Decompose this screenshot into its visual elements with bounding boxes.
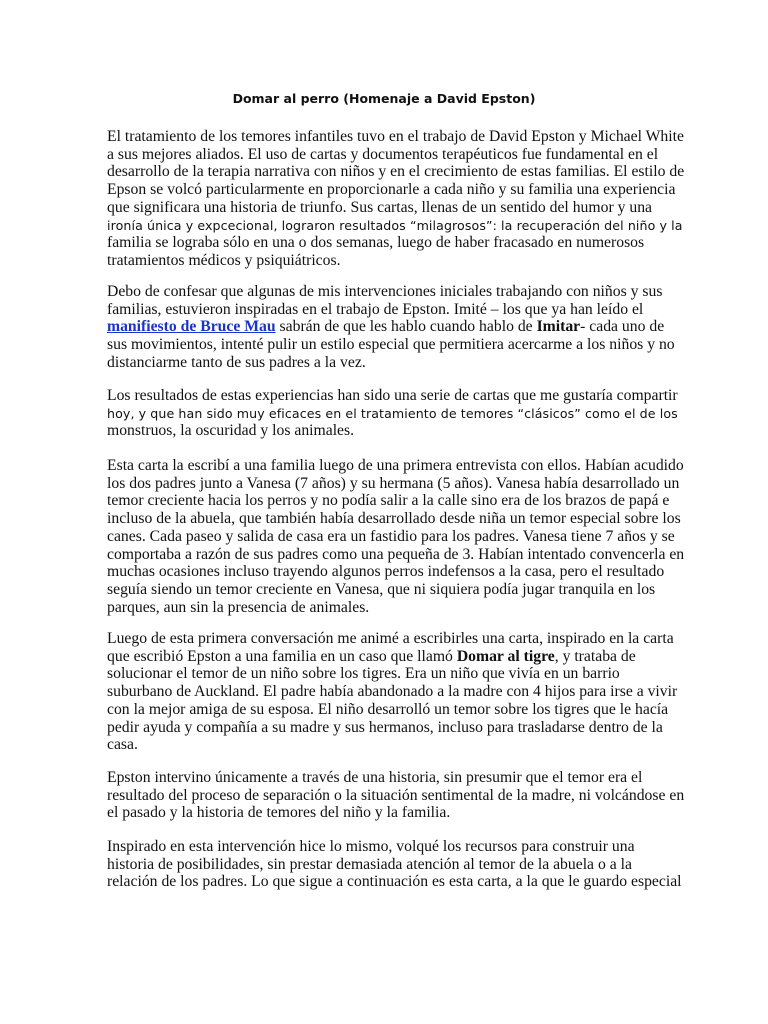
text-span: sabrán de que les hablo cuando hablo de [275, 318, 537, 336]
text-line: familia se lograba sólo en una o dos semanas, luego de haber fracasado en numerosos [107, 234, 645, 252]
text-line: Epson se volcó particularmente en proporcionarle a cada niño y su familia una experiencia [107, 181, 676, 199]
paragraph-4 [107, 457, 685, 616]
text-line: familias, estuvieron inspiradas en el trabajo de Epston. Imité – los que ya han leído el [107, 300, 644, 318]
text-line: solucionar el temor de un niño sobre los tigres. Era un niño que vivía en un barrio [107, 665, 620, 683]
paragraph-2 [107, 283, 677, 372]
text-line: a sus mejores aliados. El uso de cartas y documentos terapéuticos fue fundamental en el [107, 145, 659, 163]
text-line: Los resultados de estas experiencias han sido una serie de cartas que me gustaría compartir [107, 387, 678, 404]
text-line: canes. Cada paseo y salida de casa era un fastidio para los padres. Vanesa tiene 7 años y se [107, 527, 675, 545]
text-line: pedir ayuda y compañía a su madre y sus hermanos, incluso para trasladarse dentro de la [107, 718, 663, 736]
text-line: comportaba a razón de sus padres como una pequeña de 3. Habían intentado convencerla en [107, 545, 685, 563]
bruce-mau-manifesto-link[interactable]: manifiesto de Bruce Mau [107, 318, 276, 336]
text-line: incluso de la abuela, que también había desarrollado desde niña un temor especial sobre los [107, 510, 681, 528]
text-line [107, 648, 677, 666]
text-line: los dos padres junto a Vanesa (7 años) y su hermana (5 años). Vanesa había desarrollado un [107, 474, 680, 492]
text-line: muchas ocasiones incluso trayendo algunos perros indefensos a la casa, pero el resultado [107, 563, 665, 581]
text-span: - cada uno de [580, 318, 665, 336]
text-line: El tratamiento de los temores infantiles tuvo en el trabajo de David Epston y Michael White [107, 128, 684, 145]
text-line: el pasado y la historia de temores del niño y la familia. [107, 804, 451, 822]
paragraph-6 [107, 769, 685, 822]
text-line: resultado del proceso de separación o la situación sentimental de la madre, ni volcándose en [107, 786, 685, 804]
paragraph-7 [107, 838, 682, 891]
text-line: tratamientos médicos y psiquiátricos. [107, 251, 341, 269]
text-span: que escribió Epston a una familia en un caso que llamó [107, 647, 457, 665]
text-line: suburbano de Auckland. El padre había abandonado a la madre con 4 hijos para irse a vivir [107, 683, 678, 701]
text-line: parques, aun sin la presencia de animales. [107, 598, 370, 616]
text-line: temor creciente hacia los perros y no podía salir a la calle sino era de los brazos de papá e [107, 492, 670, 510]
text-line: ironía única y expcecional, lograron resultados “milagrosos”: la recuperación del niño y la [107, 217, 683, 233]
document-title: Domar al perro (Homenaje a David Epston) [232, 91, 536, 106]
text-line: Esta carta la escribí a una familia luego de una primera entrevista con ellos. Habían acudido [107, 457, 684, 474]
paragraph-3 [107, 387, 677, 440]
text-line: monstruos, la oscuridad y los animales. [107, 422, 355, 440]
paragraph-5 [107, 630, 677, 754]
text-line: sus movimientos, intenté pulir un estilo especial que permitiera acercarme a los niños y no [107, 336, 675, 354]
text-line: que significara una historia de triunfo. Sus cartas, llenas de un sentido del humor y una [107, 198, 653, 216]
text-span: , y trataba de [554, 647, 636, 665]
text-line: desarrollo de la terapia narrativa con niños y en el crecimiento de estas familias. El estilo de [107, 163, 685, 181]
text-line: seguía siendo un temor creciente en Vanesa, que ni siquiera podía jugar tranquila en los [107, 580, 656, 598]
bold-text: Imitar [536, 318, 581, 336]
text-line: Epston intervino únicamente a través de una historia, sin presumir que el temor era el [107, 769, 643, 786]
text-line: Debo de confesar que algunas de mis intervenciones iniciales trabajando con niños y sus [107, 283, 663, 300]
bold-text: Domar al tigre [456, 647, 555, 665]
text-line: con la mejor amiga de su esposa. El niño desarrolló un temor sobre los tigres que le hacía [107, 700, 669, 718]
text-line: Luego de esta primera conversación me animé a escribirles una carta, inspirado en la carta [107, 630, 674, 647]
text-line [107, 318, 677, 336]
text-line: historia de posibilidades, sin prestar demasiada atención al temor de la abuela o a la [107, 855, 632, 873]
text-line: casa. [107, 736, 138, 754]
text-line: hoy, y que han sido muy eficaces en el tratamiento de temores “clásicos” como el de los [107, 405, 678, 421]
text-line: Inspirado en esta intervención hice lo mismo, volqué los recursos para construir una [107, 838, 635, 855]
text-line: distanciarme tanto de sus padres a la vez. [107, 353, 366, 371]
paragraph-1 [107, 128, 685, 270]
text-line: relación de los padres. Lo que sigue a continuación es esta carta, a la que le guardo especial [107, 873, 682, 891]
